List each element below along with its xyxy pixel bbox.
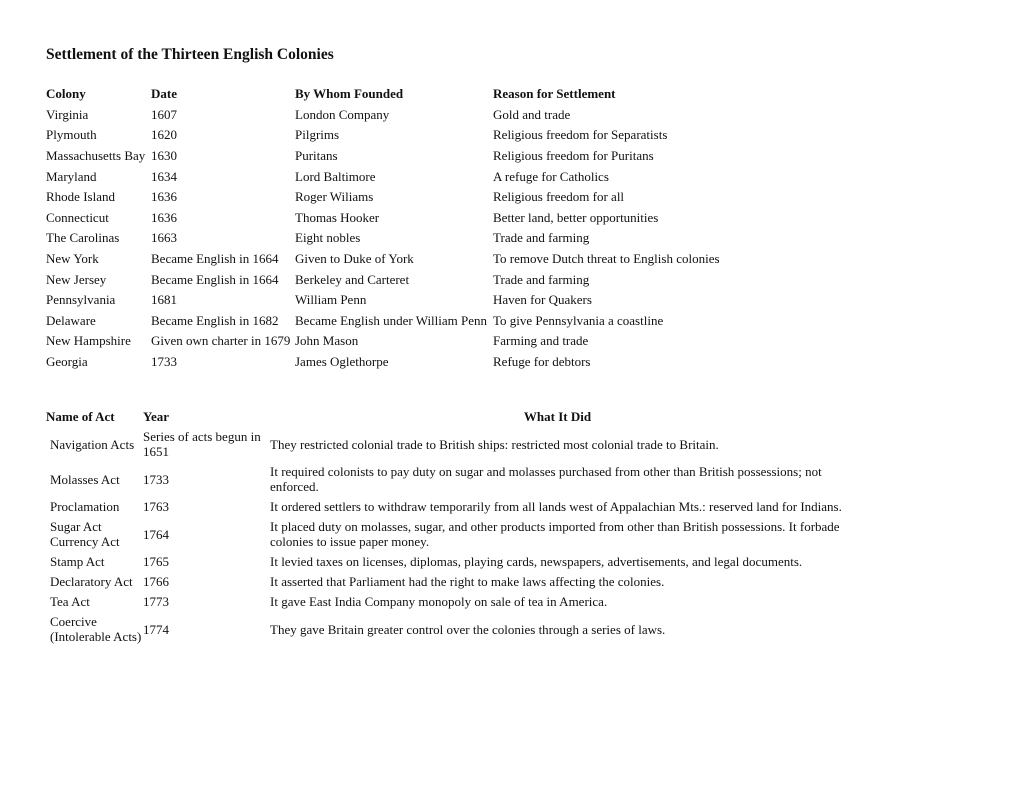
- colony-name: New York: [46, 250, 99, 266]
- colony-founder: Thomas Hooker: [295, 209, 380, 225]
- colony-date: Given own charter in 1679: [151, 333, 291, 349]
- colony-founder: Lord Baltimore: [295, 168, 376, 184]
- act-description: They gave Britain greater control over the colonies through a series of laws.: [270, 621, 666, 637]
- page-title: Settlement of the Thirteen English Colonies: [46, 46, 334, 63]
- act-name: Tea Act: [50, 594, 90, 609]
- colony-date: Became English in 1664: [151, 250, 279, 266]
- table-row: [46, 497, 845, 517]
- table-row: [46, 352, 793, 373]
- colony-reason: To remove Dutch threat to English colonies: [493, 250, 720, 266]
- header-reason: Reason for Settlement: [493, 86, 616, 102]
- colony-date: 1636: [151, 189, 177, 205]
- table-row: [46, 592, 845, 612]
- table-row: [46, 105, 793, 126]
- colony-founder: Roger Wiliams: [295, 189, 374, 205]
- act-year: 1764: [143, 526, 169, 542]
- colony-name: Georgia: [46, 353, 88, 369]
- colony-name: Plymouth: [46, 127, 97, 143]
- table-row: [46, 228, 793, 249]
- act-description: It ordered settlers to withdraw temporarily from all lands west of Appalachian Mts.: reserved land for Indians.: [270, 499, 842, 514]
- colony-founder: Pilgrims: [295, 127, 340, 143]
- act-description: It gave East India Company monopoly on sale of tea in America.: [270, 594, 608, 609]
- header-act-name: Name of Act: [46, 408, 115, 424]
- table-row: [46, 612, 845, 647]
- colony-date: 1634: [151, 168, 177, 184]
- table-row: [46, 249, 793, 270]
- header-founder: By Whom Founded: [295, 86, 404, 102]
- act-name: Sugar Act Currency Act: [50, 519, 120, 549]
- colony-reason: Better land, better opportunities: [493, 209, 659, 225]
- colony-reason: To give Pennsylvania a coastline: [493, 312, 664, 328]
- colony-date: 1620: [151, 127, 177, 143]
- colony-name: Delaware: [46, 312, 96, 328]
- colony-founder: James Oglethorpe: [295, 353, 389, 369]
- act-year: Series of acts begun in 1651: [143, 429, 261, 459]
- colony-founder: Berkeley and Carteret: [295, 271, 410, 287]
- header-what-it-did: What It Did: [523, 408, 592, 424]
- table-row: [46, 166, 793, 187]
- colonies-table: [46, 84, 793, 372]
- colony-name: Virginia: [46, 106, 89, 122]
- colony-date: 1681: [151, 292, 177, 308]
- colony-reason: Religious freedom for Puritans: [493, 147, 654, 163]
- colony-date: 1636: [151, 209, 177, 225]
- colony-name: Massachusetts Bay: [46, 147, 146, 163]
- table-row: [46, 331, 793, 352]
- act-description: It placed duty on molasses, sugar, and other products imported from other than British possessions. It forbade colonies to issue paper money.: [270, 519, 840, 549]
- colony-date: Became English in 1664: [151, 271, 279, 287]
- colony-reason: Refuge for debtors: [493, 353, 591, 369]
- header-colony: Colony: [46, 86, 86, 102]
- colony-founder: Eight nobles: [295, 230, 361, 246]
- table-row: [46, 462, 845, 497]
- colony-date: 1630: [151, 147, 177, 163]
- header-date: Date: [151, 86, 177, 102]
- colony-name: New Jersey: [46, 271, 107, 287]
- colony-reason: Religious freedom for all: [493, 189, 625, 205]
- colony-name: Rhode Island: [46, 189, 115, 205]
- colony-name: Connecticut: [46, 209, 109, 225]
- colony-name: Pennsylvania: [46, 292, 116, 308]
- act-year: 1766: [143, 574, 169, 589]
- table-row: [46, 269, 793, 290]
- table-row: [46, 517, 845, 552]
- act-year: 1773: [143, 594, 169, 609]
- acts-header-row: [46, 406, 845, 427]
- colony-date: 1607: [151, 106, 177, 122]
- colony-reason: Religious freedom for Separatists: [493, 127, 668, 143]
- colony-reason: A refuge for Catholics: [493, 168, 609, 184]
- colony-reason: Trade and farming: [493, 230, 590, 246]
- colony-reason: Farming and trade: [493, 333, 589, 349]
- colony-date: 1663: [151, 230, 177, 246]
- colony-name: Maryland: [46, 168, 97, 184]
- colony-name: The Carolinas: [46, 230, 120, 246]
- table-row: [46, 125, 793, 146]
- act-name: Coercive (Intolerable Acts): [50, 614, 142, 644]
- act-name: Navigation Acts: [50, 436, 135, 452]
- colony-founder: William Penn: [295, 292, 367, 308]
- table-row: [46, 572, 845, 592]
- colony-date: 1733: [151, 353, 177, 369]
- table-row: [46, 290, 793, 311]
- act-description: It required colonists to pay duty on sugar and molasses purchased from other than British possessions; not enforced.: [270, 464, 822, 494]
- table-row: [46, 146, 793, 167]
- colony-founder: Puritans: [295, 147, 338, 163]
- table-row: [46, 310, 793, 331]
- colony-founder: John Mason: [295, 333, 359, 349]
- acts-table: [46, 406, 845, 647]
- act-description: They restricted colonial trade to British ships: restricted most colonial trade to Britain.: [270, 436, 719, 452]
- act-year: 1763: [143, 499, 169, 514]
- act-year: 1774: [143, 621, 169, 637]
- colony-reason: Haven for Quakers: [493, 292, 592, 308]
- act-name: Stamp Act: [50, 554, 105, 569]
- table-row: [46, 552, 845, 572]
- act-description: It levied taxes on licenses, diplomas, playing cards, newspapers, advertisements, and legal documents.: [270, 554, 803, 569]
- act-year: 1733: [143, 471, 169, 487]
- table-row: [46, 187, 793, 208]
- act-name: Declaratory Act: [50, 574, 133, 589]
- act-name: Molasses Act: [50, 471, 120, 487]
- colony-name: New Hampshire: [46, 333, 131, 349]
- colony-reason: Trade and farming: [493, 271, 590, 287]
- table-row: [46, 207, 793, 228]
- act-description: It asserted that Parliament had the right to make laws affecting the colonies.: [270, 574, 665, 589]
- act-name: Proclamation: [50, 499, 120, 514]
- header-year: Year: [143, 408, 169, 424]
- table-row: [46, 427, 845, 462]
- colony-founder: Given to Duke of York: [295, 250, 414, 266]
- act-year: 1765: [143, 554, 169, 569]
- colony-reason: Gold and trade: [493, 106, 571, 122]
- colony-founder: London Company: [295, 106, 390, 122]
- colonies-header-row: [46, 84, 793, 105]
- colony-founder: Became English under William Penn: [295, 312, 488, 328]
- colony-date: Became English in 1682: [151, 312, 279, 328]
